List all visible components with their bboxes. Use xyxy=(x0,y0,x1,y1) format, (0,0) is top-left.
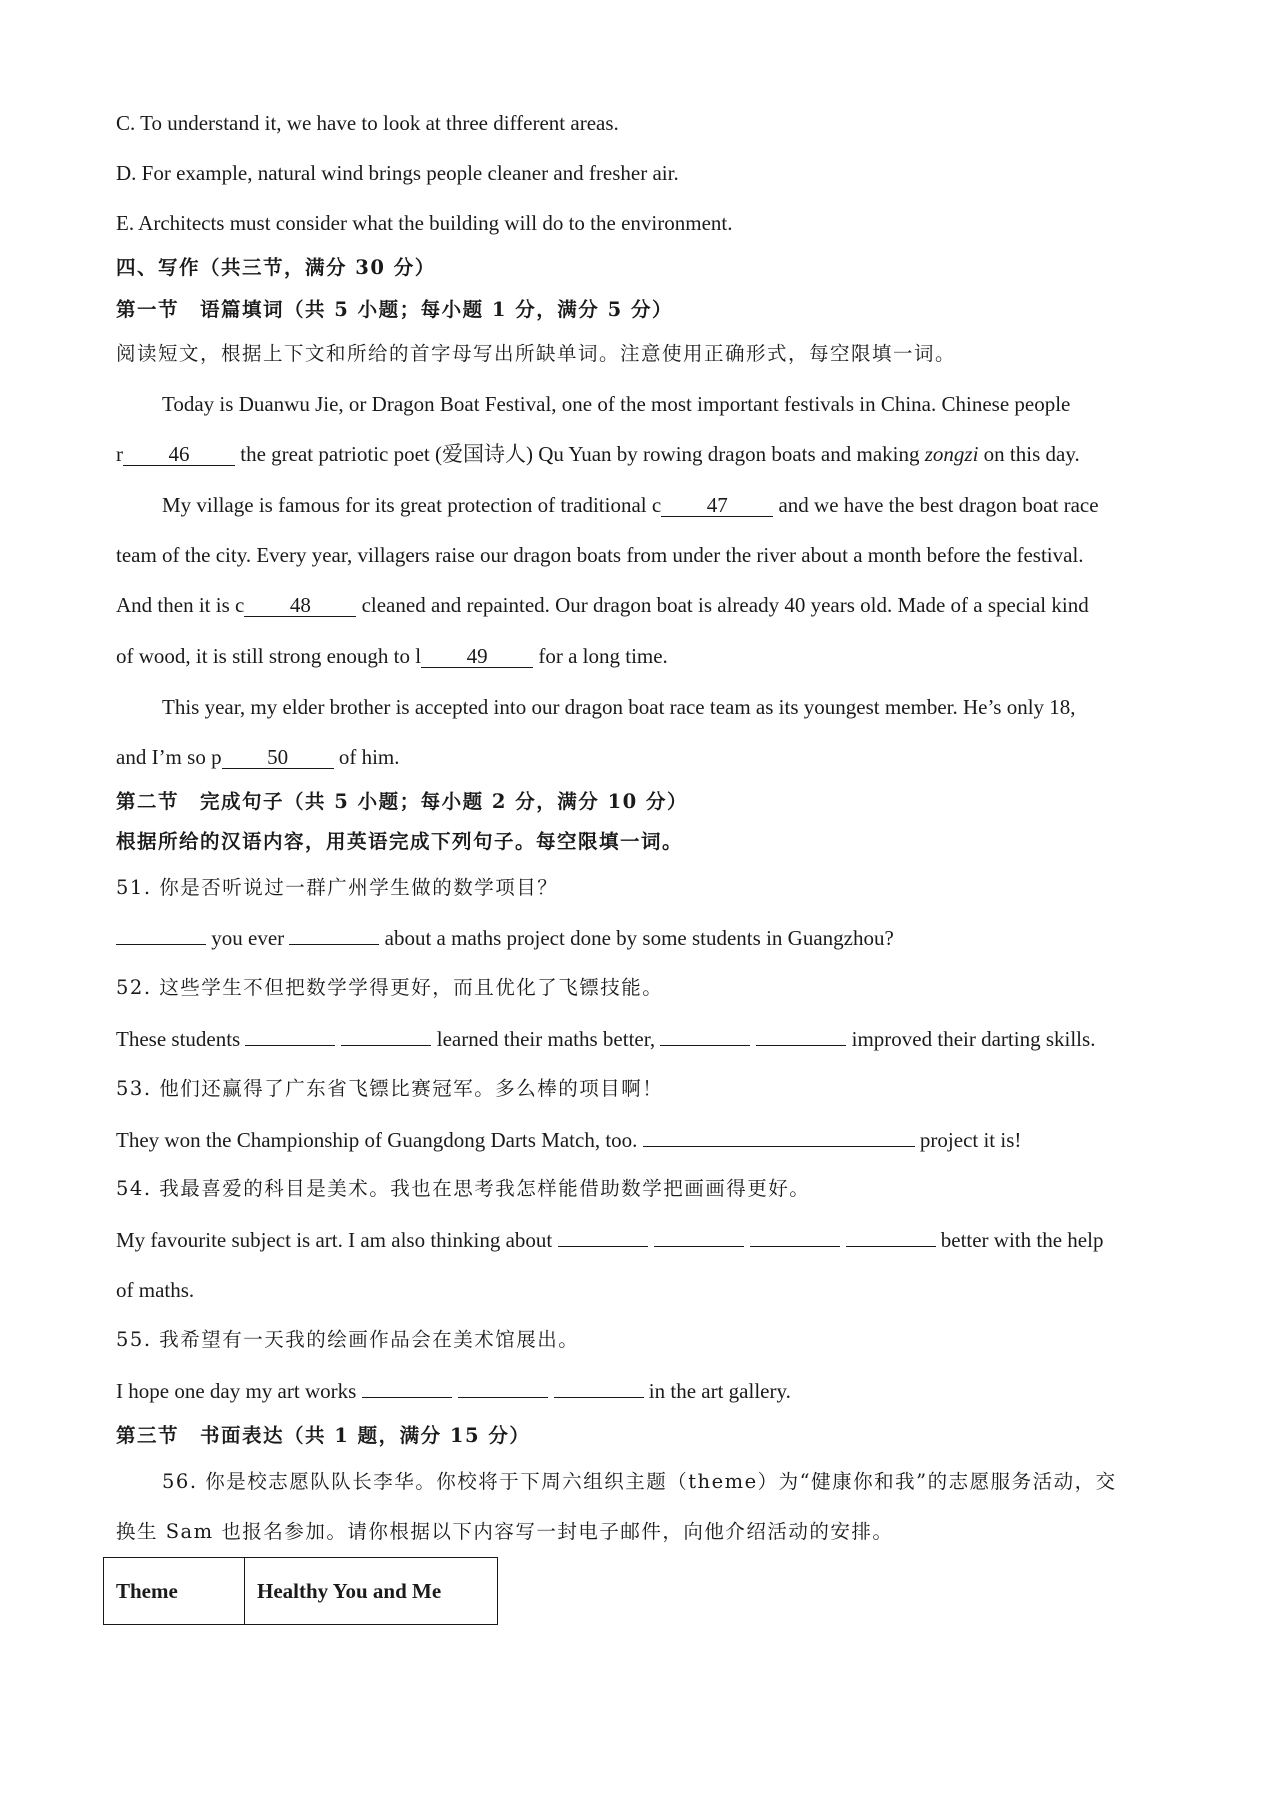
question-55-en: I hope one day my art works in the art gallery. xyxy=(116,1379,791,1403)
question-55-cn: 55. 我希望有一天我的绘画作品会在美术馆展出。 xyxy=(116,1328,580,1351)
question-51-cn: 51. 你是否听说过一群广州学生做的数学项目？ xyxy=(116,876,559,899)
blank-50[interactable]: 50 xyxy=(222,747,334,769)
question-54-en: My favourite subject is art. I am also thinking about better with the help xyxy=(116,1228,1104,1252)
part3-heading: 第三节 书面表达（共 1 题，满分 15 分） xyxy=(116,1424,531,1447)
answer-blank[interactable] xyxy=(289,944,379,945)
question-54-en-cont: of maths. xyxy=(116,1278,195,1302)
answer-blank[interactable] xyxy=(750,1246,840,1247)
answer-blank[interactable] xyxy=(558,1246,648,1247)
question-53-cn: 53. 他们还赢得了广东省飞镖比赛冠军。多么棒的项目啊！ xyxy=(116,1077,664,1100)
answer-blank[interactable] xyxy=(458,1397,548,1398)
theme-value-cell: Healthy You and Me xyxy=(245,1558,498,1625)
question-51-en: you ever about a maths project done by some students in Guangzhou? xyxy=(116,928,894,949)
answer-blank[interactable] xyxy=(116,944,206,945)
answer-blank[interactable] xyxy=(362,1397,452,1398)
passage-line: r 46 the great patriotic poet (爱国诗人) Qu Yuan by rowing dragon boats and making zongzi on this day. xyxy=(116,442,1080,466)
option-c: C. To understand it, we have to look at three different areas. xyxy=(116,111,619,135)
part2-heading: 第二节 完成句子（共 5 小题；每小题 2 分，满分 10 分） xyxy=(116,790,689,813)
part1-heading: 第一节 语篇填词（共 5 小题；每小题 1 分，满分 5 分） xyxy=(116,298,673,321)
answer-blank[interactable] xyxy=(660,1045,750,1046)
answer-blank[interactable] xyxy=(554,1397,644,1398)
answer-blank[interactable] xyxy=(654,1246,744,1247)
passage-line: This year, my elder brother is accepted into our dragon boat race team as its youngest member. He’s only 18, xyxy=(162,695,1076,719)
theme-table xyxy=(103,1557,498,1625)
question-56-line: 56. 你是校志愿队队长李华。你校将于下周六组织主题（theme）为“健康你和我”的志愿服务活动，交 xyxy=(162,1470,1117,1493)
answer-blank[interactable] xyxy=(341,1045,431,1046)
passage-line: Today is Duanwu Jie, or Dragon Boat Festival, one of the most important festivals in China. Chinese people xyxy=(162,392,1071,416)
part2-instruction: 根据所给的汉语内容，用英语完成下列句子。每空限填一词。 xyxy=(116,830,684,853)
blank-46[interactable]: 46 xyxy=(123,444,235,466)
table-row xyxy=(104,1558,498,1625)
passage-line: My village is famous for its great protection of traditional c 47 and we have the best dragon boat race xyxy=(162,493,1099,517)
blank-48[interactable]: 48 xyxy=(244,595,356,617)
answer-blank[interactable] xyxy=(245,1045,335,1046)
question-52-cn: 52. 这些学生不但把数学学得更好，而且优化了飞镖技能。 xyxy=(116,976,664,999)
theme-label-cell: Theme xyxy=(104,1558,245,1625)
answer-blank[interactable] xyxy=(846,1246,936,1247)
question-53-en: They won the Championship of Guangdong Darts Match, too. project it is! xyxy=(116,1128,1022,1152)
blank-47[interactable]: 47 xyxy=(661,495,773,517)
passage-line: and I’m so p 50 of him. xyxy=(116,745,400,769)
option-e: E. Architects must consider what the building will do to the environment. xyxy=(116,211,733,235)
question-54-cn: 54. 我最喜爱的科目是美术。我也在思考我怎样能借助数学把画画得更好。 xyxy=(116,1177,811,1200)
answer-blank[interactable] xyxy=(643,1146,915,1147)
passage-line: of wood, it is still strong enough to l 49 for a long time. xyxy=(116,644,668,668)
question-56-line: 换生 Sam 也报名参加。请你根据以下内容写一封电子邮件，向他介绍活动的安排。 xyxy=(116,1520,894,1543)
blank-49[interactable]: 49 xyxy=(421,646,533,668)
option-d: D. For example, natural wind brings people cleaner and fresher air. xyxy=(116,161,679,185)
question-52-en: These students learned their maths better, improved their darting skills. xyxy=(116,1027,1096,1051)
section-heading: 四、写作（共三节，满分 30 分） xyxy=(116,256,436,279)
part1-instruction: 阅读短文，根据上下文和所给的首字母写出所缺单词。注意使用正确形式，每空限填一词。 xyxy=(116,342,957,365)
answer-blank[interactable] xyxy=(756,1045,846,1046)
passage-line: And then it is c 48 cleaned and repainted. Our dragon boat is already 40 years old. Made of a special kind xyxy=(116,593,1089,617)
passage-line: team of the city. Every year, villagers raise our dragon boats from under the river about a month before the festival. xyxy=(116,543,1084,567)
